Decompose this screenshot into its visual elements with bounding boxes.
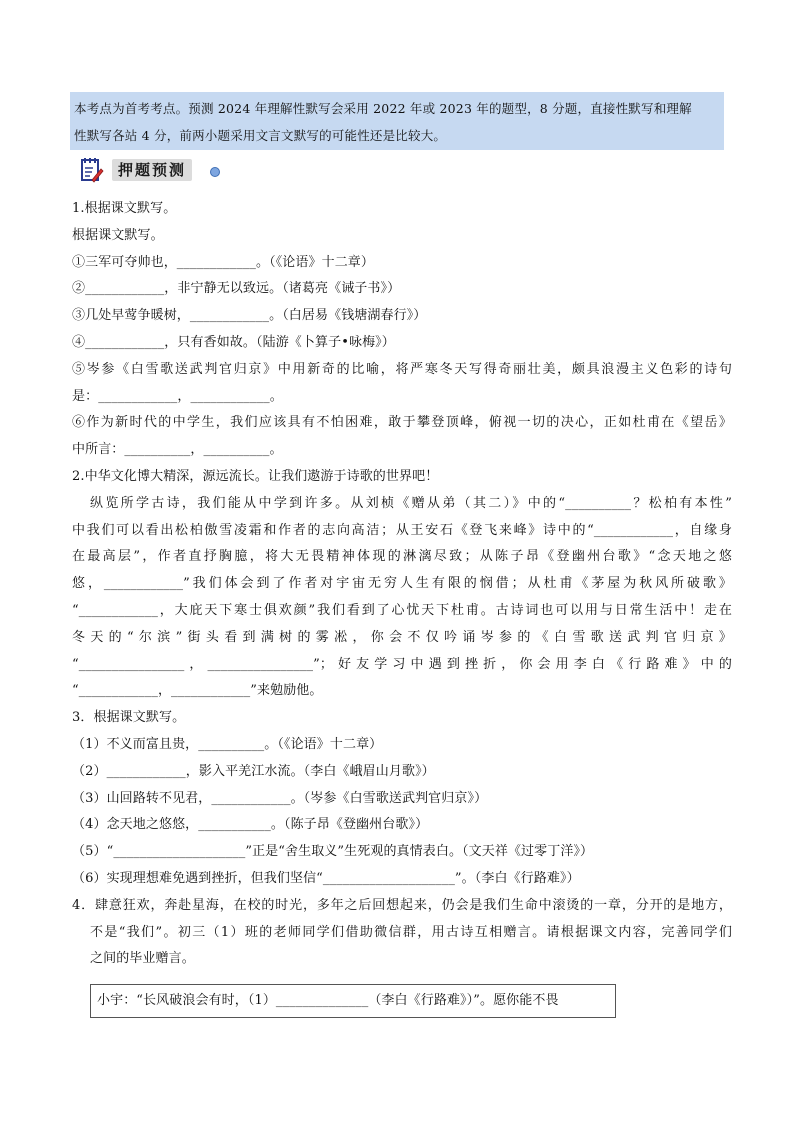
question-heading: 4．肆意狂欢，奔赴星海，在校的时光，多年之后回想起来，仍会是我们生命中滚烫的一章，分开的是地方， [72,897,732,913]
question-item: ④____________，只有香如故。（陆游《卜算子•咏梅》） [72,334,395,350]
message-line: 小宇：“长风破浪会有时，（1）______________（李白《行路难》）”。愿你能不畏 [97,993,559,1008]
passage-line: “________________，________________”；好友学习中遇到挫折，你会用李白《行路难》中的 [72,656,732,672]
question-body [72,196,732,973]
passage-line: “____________，大庇天下寒士俱欢颜”我们看到了心忧天下杜甫。古诗词也可以用与日常生活中！走在 [72,602,732,618]
question-heading: 3．根据课文默写。 [72,710,186,726]
question-item: ⑥作为新时代的中学生，我们应该具有不怕困难，敢于攀登顶峰，俯视一切的决心，正如杜甫在《望岳》 [72,415,732,431]
passage-line: 冬天的“尔滨”街头看到满树的雾凇，你会不仅吟诵岑参的《白雪歌送武判官归京》 [72,629,732,645]
passage-line: 在最高层”，作者直抒胸臆，将大无畏精神体现的淋漓尽致；从陈子昂《登幽州台歌》“念天地之悠 [72,549,732,565]
intro-note [70,92,724,150]
passage-line: “____________，____________”来勉励他。 [72,683,323,699]
question-item: （6）实现理想难免遇到挫折，但我们坚信“____________________”。（李白《行路难》） [72,870,580,886]
message-box [90,984,616,1018]
question-item: 是：____________，____________。 [72,388,283,404]
bullet-dot-icon [210,167,220,177]
question-item: ②____________，非宁静无以致远。（诸葛亮《诫子书》） [72,281,401,297]
question-item: （3）山回路转不见君，____________。（岑参《白雪歌送武判官归京》） [72,790,488,806]
question-item: （5）“____________________”正是“舍生取义”生死观的真情表白。（文天祥《过零丁洋》） [72,844,594,860]
question-item: 中所言：__________，__________。 [72,442,283,458]
intro-line: 性默写各站 4 分，前两小题采用文言文默写的可能性还是比较大。 [74,128,447,143]
question-item: ③几处早莺争暖树，____________。（白居易《钱塘湖春行》） [72,308,427,324]
question-heading: 1.根据课文默写。 [72,201,177,216]
passage-line: 悠，____________”我们体会到了作者对宇宙无穷人生有限的悯借；从杜甫《茅屋为秋风所破歌》 [72,576,732,592]
question-heading: 2.中华文化博大精深，源远流长。让我们遨游于诗歌的世界吧！ [72,468,439,484]
question-item: ⑤岑参《白雪歌送武判官归京》中用新奇的比喻，将严寒冬天写得奇丽壮美，颇具浪漫主义色彩的诗句 [72,361,732,377]
passage-line: 中我们可以看出松柏傲雪凌霜和作者的志向高洁；从王安石《登飞来峰》诗中的“____________，自缘身 [72,522,732,538]
passage-line: 不是“我们”。初三（1）班的老师同学们借助微信群，用古诗互相赠言。请根据课文内容，完善同学们 [90,924,732,940]
question-item: （2）____________，影入平羌江水流。（李白《峨眉山月歌》） [72,763,435,779]
question-item: （1）不义而富且贵，__________。（《论语》十二章） [72,736,383,752]
notepad-pencil-icon [80,156,104,184]
question-item: （4）念天地之悠悠，___________。（陈子昂《登幽州台歌》） [72,817,429,833]
question-instruction: 根据课文默写。 [72,227,164,243]
section-title: 押题预测 [112,159,192,181]
passage-line: 之间的毕业赠言。 [90,951,195,967]
passage-line: 纵览所学古诗，我们能从中学到许多。从刘桢《赠从弟（其二）》中的“__________？松柏有本性” [90,495,732,511]
section-banner [76,156,236,186]
intro-line: 本考点为首考考点。预测 2024 年理解性默写会采用 2022 年或 2023 年的题型，8 分题，直接性默写和理解 [74,101,692,116]
question-item: ①三军可夺帅也，____________。（《论语》十二章） [72,254,374,270]
